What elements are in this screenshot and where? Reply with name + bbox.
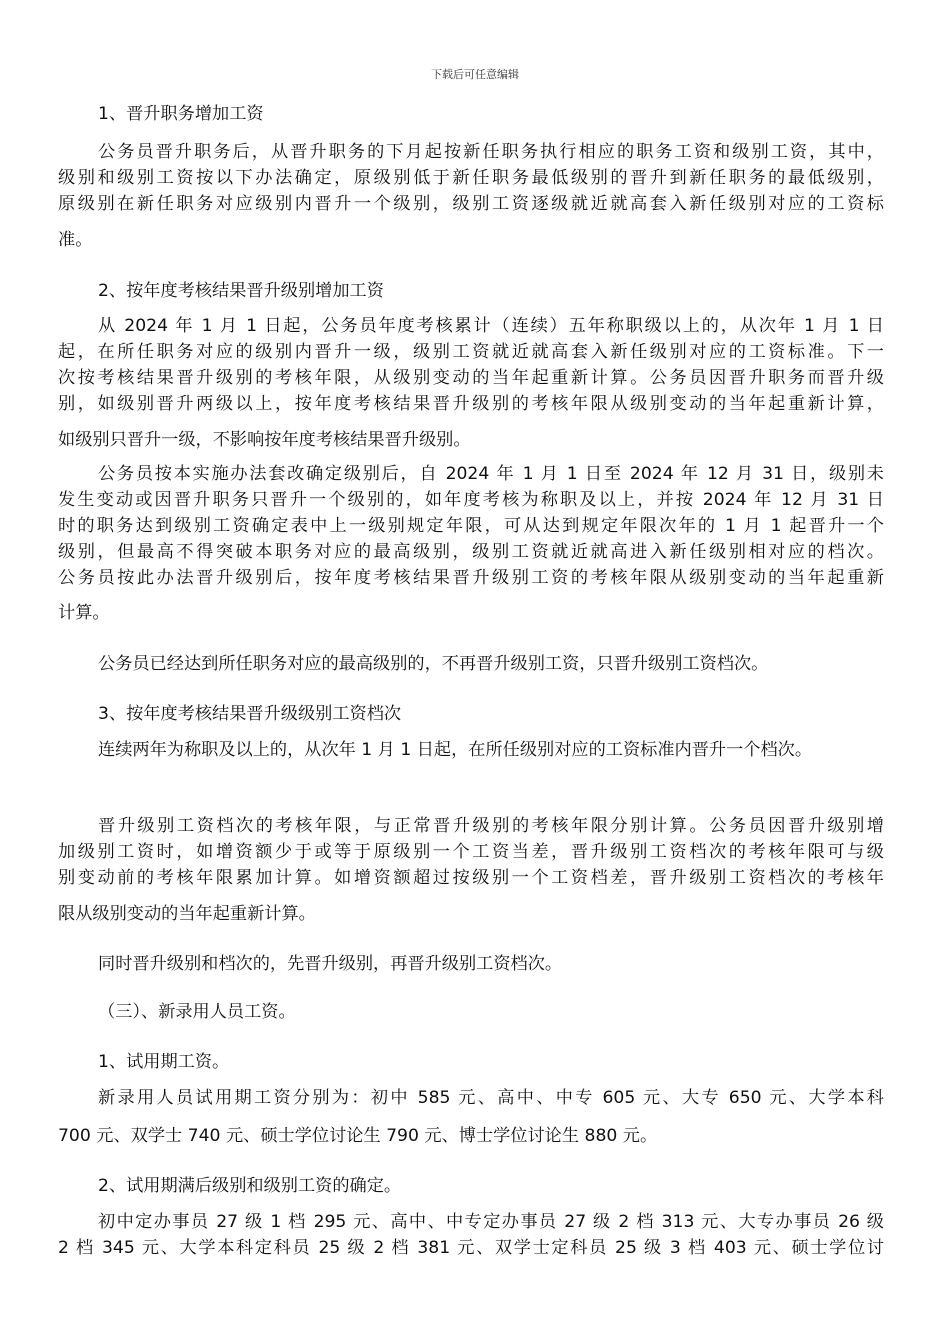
- paragraph-line: 限从级别变动的当年起重新计算。: [58, 904, 316, 924]
- paragraph-line: 公务员晋升职务后，从晋升职务的下月起按新任职务执行相应的职务工资和级别工资，其中，: [98, 142, 884, 162]
- paragraph-line: 晋升级别工资档次的考核年限，与正常晋升级别的考核年限分别计算。公务员因晋升级别增: [98, 816, 884, 836]
- paragraph-line: 公务员按此办法晋升级别后，按年度考核结果晋升级别工资的考核年限从级别变动的当年起重新: [58, 568, 884, 588]
- heading-post-probation: 2、试用期满后级别和级别工资的确定。: [98, 1176, 402, 1196]
- heading-section-three: （三）、新录用人员工资。: [98, 1002, 296, 1022]
- paragraph-line: 时的职务达到级别工资确定表中上一级别规定年限，可从达到规定年限次年的 1 月 1 起晋升一个: [58, 516, 884, 536]
- paragraph-line: 准。: [58, 230, 93, 250]
- paragraph-line: 加级别工资时，如增资额少于或等于原级别一个工资当差，晋升级别工资档次的考核年限可与级: [58, 842, 884, 862]
- paragraph-line: 从 2024 年 1 月 1 日起，公务员年度考核累计（连续）五年称职级以上的，从次年 1 月 1 日: [98, 316, 884, 336]
- paragraph-line: 计算。: [58, 603, 110, 623]
- paragraph-line: 700 元、双学士 740 元、硕士学位讨论生 790 元、博士学位讨论生 880 元。: [58, 1126, 658, 1146]
- heading-annual-review-level: 2、按年度考核结果晋升级别增加工资: [98, 281, 384, 301]
- paragraph-line: 次按考核结果晋升级别的考核年限，从级别变动的当年起重新计算。公务员因晋升职务而晋升级: [58, 368, 884, 388]
- paragraph-line: 如级别只晋升一级，不影响按年度考核结果晋升级别。: [58, 430, 471, 450]
- paragraph-line: 级别，但最高不得突破本职务对应的最高级别，级别工资就近就高进入新任级别相对应的档次。: [58, 542, 884, 562]
- paragraph-line: 同时晋升级别和档次的，先晋升级别，再晋升级别工资档次。: [98, 954, 563, 974]
- heading-annual-review-grade: 3、按年度考核结果晋升级级别工资档次: [98, 704, 402, 724]
- paragraph-line: 2 档 345 元、大学本科定科员 25 级 2 档 381 元、双学士定科员 25 级 3 档 403 元、硕士学位讨: [58, 1238, 884, 1258]
- paragraph-line: 别，如级别晋升两级以上，按年度考核结果晋升级别的考核年限从级别变动的当年起重新计算，: [58, 394, 884, 414]
- paragraph-line: 公务员已经达到所任职务对应的最高级别的，不再晋升级别工资，只晋升级别工资档次。: [98, 654, 769, 674]
- paragraph-line: 起，在所任职务对应的级别内晋升一级，级别工资就近就高套入新任级别对应的工资标准。下一: [58, 342, 884, 362]
- heading-probation-salary: 1、试用期工资。: [98, 1052, 230, 1072]
- heading-promotion-post: 1、晋升职务增加工资: [98, 104, 264, 124]
- paragraph-line: 连续两年为称职及以上的，从次年 1 月 1 日起，在所任级别对应的工资标准内晋升一个档次。: [98, 740, 813, 760]
- paragraph-line: 级别和级别工资按以下办法确定，原级别低于新任职务最低级别的晋升到新任职务的最低级别，: [58, 168, 884, 188]
- paragraph-line: 别变动前的考核年限累加计算。如增资额超过按级别一个工资档差，晋升级别工资档次的考核年: [58, 868, 884, 888]
- page-header: 下载后可任意编辑: [431, 68, 519, 81]
- paragraph-line: 公务员按本实施办法套改确定级别后，自 2024 年 1 月 1 日至 2024 年 12 月 31 日，级别未: [98, 464, 884, 484]
- paragraph-line: 初中定办事员 27 级 1 档 295 元、高中、中专定办事员 27 级 2 档 313 元、大专办事员 26 级: [98, 1212, 884, 1232]
- paragraph-line: 原级别在新任职务对应级别内晋升一个级别，级别工资逐级就近就高套入新任级别对应的工资标: [58, 194, 884, 214]
- paragraph-line: 新录用人员试用期工资分别为：初中 585 元、高中、中专 605 元、大专 650 元、大学本科: [98, 1088, 884, 1108]
- paragraph-line: 发生变动或因晋升职务只晋升一个级别的，如年度考核为称职及以上，并按 2024 年 12 月 31 日: [58, 490, 884, 510]
